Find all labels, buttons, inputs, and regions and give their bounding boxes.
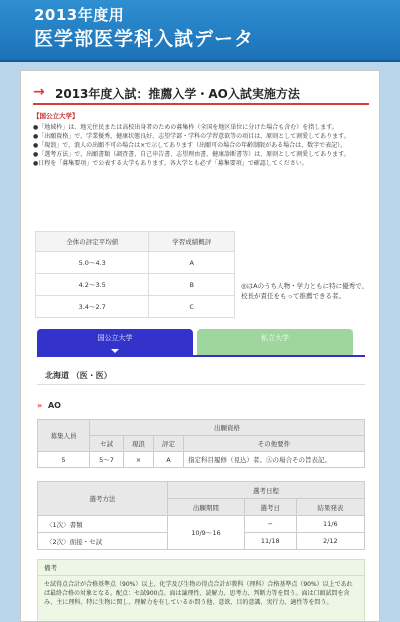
eval-note: ◎はAのうち人物・学力ともに特に優秀で、校長が責任をもって推薦できる者。 [241,282,368,300]
section-title [33,81,369,105]
eval-header-grade: 学習成績概評 [149,232,235,252]
sched-method: 〈1次〉書類 [38,516,168,533]
eval-range: 3.4〜2.7 [36,296,149,318]
eval-grade: B [149,274,235,296]
sched-period: 10/9〜16 [168,516,245,550]
req-header-group: 出願資格 [90,420,365,436]
eval-range: 5.0〜4.3 [36,252,149,274]
notes-list [33,123,375,168]
page-banner [0,0,400,62]
sched-header-group: 選考日程 [168,482,365,499]
university-tabs [37,329,365,357]
sched-date: 11/18 [244,533,296,550]
req-capacity: 5 [38,452,90,468]
content-card [20,70,380,622]
remarks-text: セ試得点合計が合格基準点（90%）以上、化学及び生物の得点合計が教科（理科）合格基準点（90%）以上であれば最終合格の対象となる。配点：セ試900点。面は論理性、読解力、思考力、判断力等を問う。面は口頭試問を含み、主に理科、特に生物に関し、理解力を有しているか問う他、意欲、目的意識、実行力、適性等を問う。 [44,581,353,606]
sched-date: − [244,516,296,533]
category-subhead: 【国公立大学】 [33,112,79,120]
ao-label: AO [47,401,61,410]
requirements-table [37,419,365,468]
evaluation-table [35,231,235,318]
tab-underline [37,355,365,357]
table-row [36,274,235,296]
req-header-ronin: 現浪 [124,436,154,452]
ao-heading [37,401,61,410]
eval-range: 4.2〜3.5 [36,274,149,296]
table-row [36,296,235,318]
req-grade: A [154,452,184,468]
sched-header-result: 結果発表 [296,499,364,516]
table-row [38,516,365,533]
sched-header-method: 選考方法 [38,482,168,516]
req-header-capacity: 募集人員 [38,420,90,452]
remarks-box [37,559,365,622]
table-row [36,252,235,274]
sched-result: 11/6 [296,516,364,533]
note-item: ●日程を「募集要項」で公表する大学もあります。各大学とも必ず「募集要項」で確認してください。 [33,160,308,167]
req-header-grade: 評定 [154,436,184,452]
arrow-right-icon: → [33,84,45,100]
remarks-heading: 備考 [38,560,364,576]
req-header-score: セ試 [90,436,124,452]
banner-year: 2013年度用 [34,6,125,24]
req-header-other: その他要件 [184,436,365,452]
note-item: ●「地域枠」は、地元住民または高校出身者のための募集枠（全国を地区単位に分けた場合も含む）を指します。 [33,124,338,131]
banner-title: 医学部医学科入試データ [34,28,255,50]
schedule-table [37,481,365,550]
region-heading: 北海道 （医・医） [37,367,365,385]
note-item: ●「選考方法」で、出願書類（調査書、自己申告書、志望理由書、健康診断書等）は、原則として割愛してあります。 [33,151,350,158]
eval-grade: A [149,252,235,274]
sched-method: 〈2次〉面接・セ試 [38,533,168,550]
note-item: ●「現浪」で、浪人の出願不可の場合は×で示してあります（出願可の場合の年齢制限がある場合は、数字で表記）。 [33,142,347,149]
sched-result: 2/12 [296,533,364,550]
req-ronin: × [124,452,154,468]
req-other: 指定科目履修（見込）者。Ⓐの場合その旨表記。 [184,452,365,468]
tab-private[interactable]: 私立大学 [197,329,353,355]
double-chevron-icon: » [37,401,43,410]
eval-header-average: 全体の評定平均値 [36,232,149,252]
note-item: ●「出願資格」で、学業優秀、健康状態良好、志望学部・学科の学習意欲等の項目は、原則として割愛してあります。 [33,133,350,140]
sched-header-period: 出願期間 [168,499,245,516]
sched-header-date: 選考日 [244,499,296,516]
table-row [38,452,365,468]
section-title-text: 2013年度入試：推薦入学・AO入試実施方法 [55,87,300,101]
req-score: 5〜7 [90,452,124,468]
tab-national[interactable]: 国公立大学 [37,329,193,355]
eval-grade: C [149,296,235,318]
